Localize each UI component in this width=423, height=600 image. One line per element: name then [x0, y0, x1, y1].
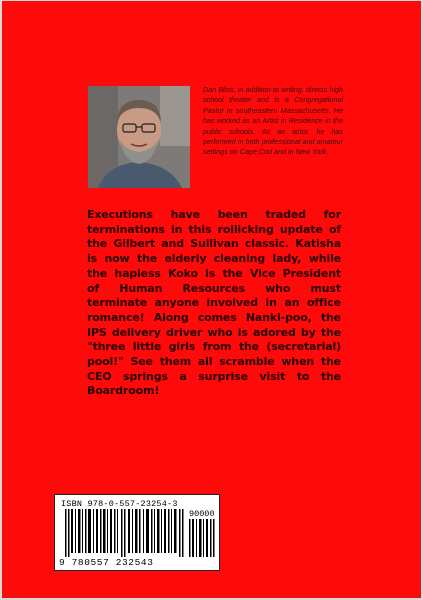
author-photo [88, 86, 190, 188]
isbn-label: ISBN 978-0-557-23254-3 [61, 499, 178, 509]
barcode-digits: 9 780557 232543 [59, 557, 154, 568]
isbn-barcode [54, 494, 220, 571]
ean-bars [65, 509, 187, 557]
price-code: 90000 [189, 509, 215, 519]
back-cover [2, 1, 421, 598]
author-bio: Dan Bliss, in addition to writing, directs high school theater and is a Congregational Pastor in southeastern Massachusetts. He has worked as an Artist in Residence in the public schools. As an actor, he has performed in both professional and amateur settings on Cape Cod and in New York. [203, 85, 343, 157]
book-blurb: Executions have been traded for terminations in this rollicking update of the Gilbert and Sullivan classic. Katisha is now the elderly cleaning lady, while the hapless Koko is the Vice President of Human Resources who must terminate anyone involved in an office romance! Along comes Nanki-poo, the IPS delivery driver who is adored by the "three little girls from the (secretarial) pool!" See them all scramble when the CEO springs a surprise visit to the Boardroom! [87, 208, 341, 398]
addon-bars [189, 519, 215, 557]
